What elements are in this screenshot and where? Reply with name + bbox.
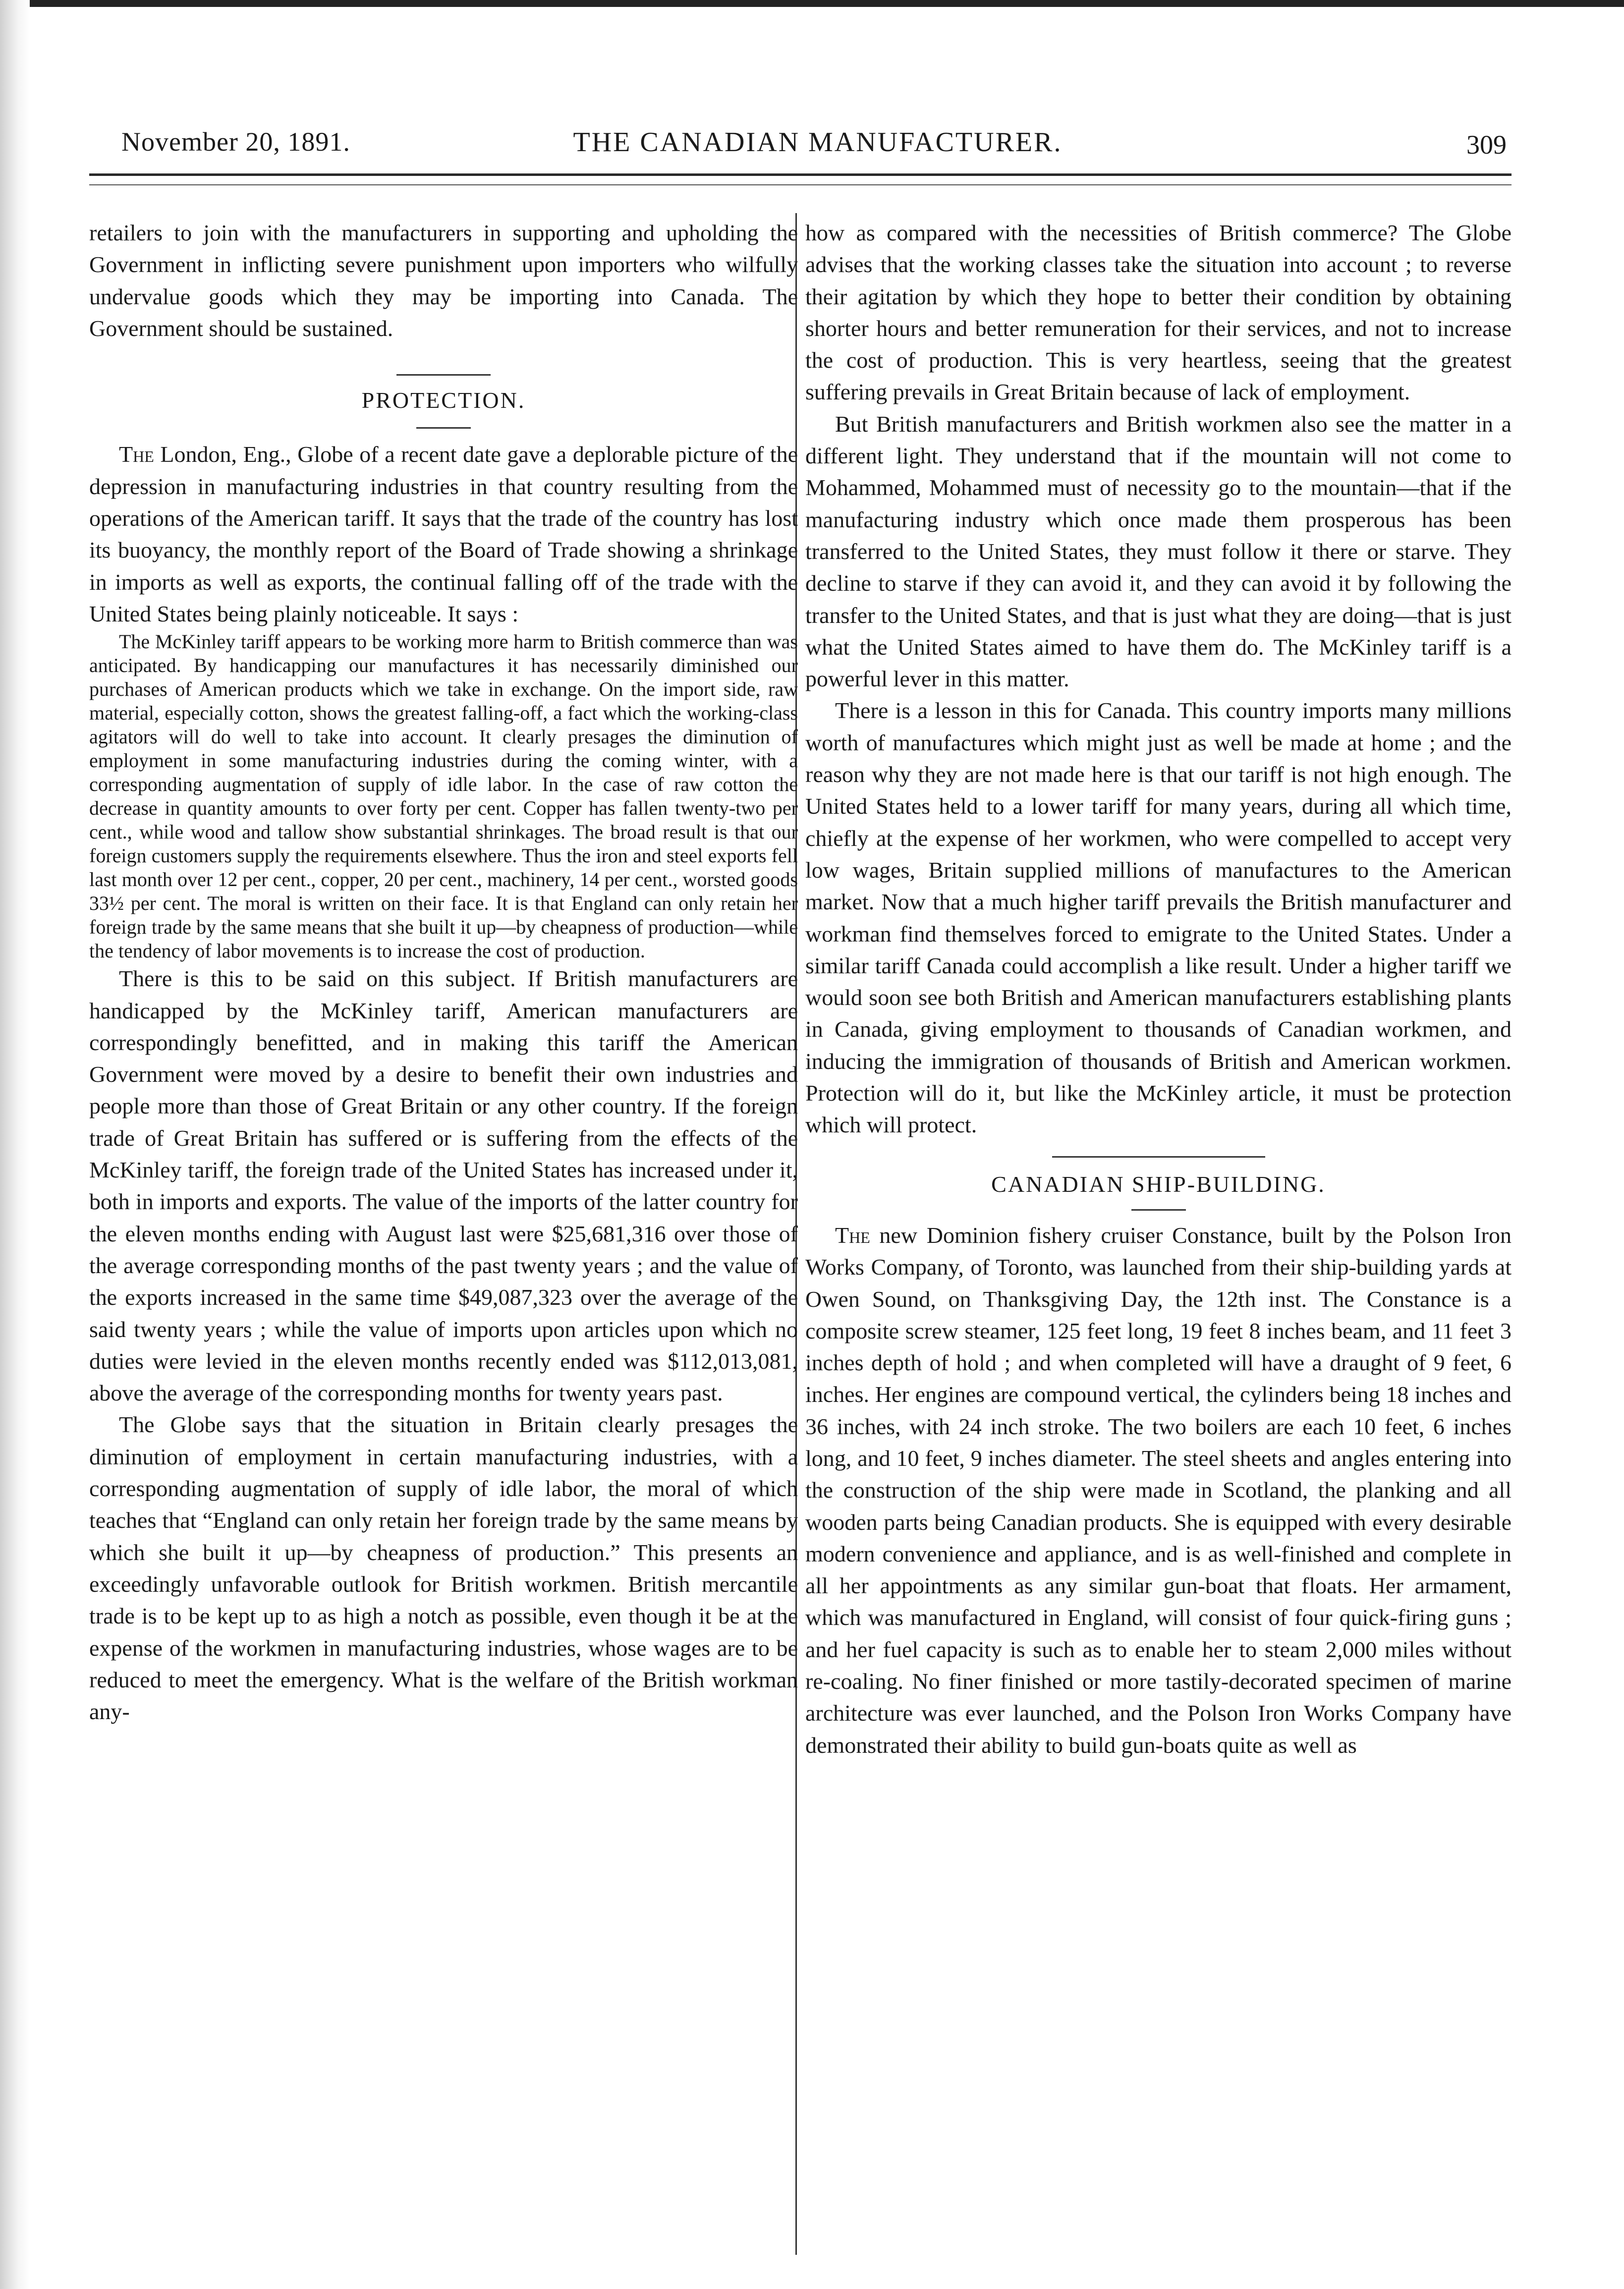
protection-paragraph-5: There is a lesson in this for Canada. This country imports many millions worth of manufactures which might just as well be made at home ; and the reason why they are not made here is that our tariff is not high enough. The United States held to a lower tariff for many years, during all which time, chiefly at the expense of her workmen, who were compelled to accept very low wages, Britain supplied millions of manufactures to the American market. Now that a much higher tariff prevails the British manufacturer and workman find themselves forced to emigrate to the United States. Under a similar tariff Canada could accomplish a like result. Under a higher tariff we would soon see both British and American manufacturers establishing plants in Canada, giving employment to thousands of Canadian workmen, and inducing the immigration of thousands of British and American workmen. Protection will do it, but like the McKinley article, it must be protection which will protect. [805, 698, 1512, 1138]
continued-paragraph: retailers to join with the manufacturers in supporting and upholding the Government in inflicting severe punishment upon importers who wilfully undervalue goods which they may be importing into Canada. The Government should be sustained. [89, 220, 798, 341]
page-number: 309 [1466, 130, 1507, 160]
section-heading-shipbuilding: CANADIAN SHIP-BUILDING. [991, 1171, 1326, 1197]
protection-continued: how as compared with the necessities of British commerce? The Globe advises that the working classes take the situation into account ; to reverse their agitation by which they hope to better their condition by obtaining shorter hours and better remuneration for their services, and not to increase the cost of production. This is very heartless, seeing that the greatest suffering prevails in Great Britain because of lack of employment. [805, 220, 1512, 405]
protection-paragraph-3: The Globe says that the situation in Britain clearly presages the diminution of employment in certain manufacturing industries, with a corresponding augmentation of supply of idle labor, the moral of which teaches that “England can only retain her foreign trade by the same means by which she built it up—by cheapness of production.” This presents an exceedingly unfavorable outlook for British workmen. British mercantile trade is to be kept up to as high a notch as possible, even though it be at the expense of the workmen in manufacturing industries, whose wages are to be reduced to meet the emergency. What is the welfare of the British workman any- [89, 1412, 798, 1725]
protection-paragraph-2: There is this to be said on this subject. If British manufacturers are handicapped by the McKinley tariff, American manufacturers are correspondingly benefitted, and in making this tariff the American Government were moved by a desire to benefit their own industries and people more than those of Great Britain or any other country. If the foreign trade of Great Britain has suffered or is suffering from the effects of the McKinley tariff, the foreign trade of the United States has increased under it, both in imports and exports. The value of the imports of the latter country for the eleven months ending with August last were $25,681,316 over those of the average corresponding months of the past twenty years ; and the value of the exports increased in the same time $49,087,323 over the average of the said twenty years ; while the value of imports upon articles upon which no duties were levied in the eleven months recently ended was $112,013,081, above the average of the corresponding months for twenty years past. [89, 966, 798, 1406]
lead-word: The [835, 1222, 870, 1248]
page-binding-shadow [0, 0, 30, 2289]
protection-paragraph-4: But British manufacturers and British workmen also see the matter in a different light. They understand that if the mountain will not come to Mohammed, Mohammed must of necessity go to the mountain—that if the manufacturing industry which once made them prosperous has been transferred to the United States, they must follow it there or starve. They decline to starve if they can avoid it, and they can avoid it by following the transfer to the United States, and that is just what they are doing—that is just what the United States aimed to have them do. The McKinley tariff is a powerful lever in this matter. [805, 411, 1512, 692]
lead-word: The [119, 442, 154, 467]
section-heading-protection: PROTECTION. [361, 388, 526, 413]
page-edge-shadow [0, 0, 1624, 7]
left-column [89, 217, 798, 1728]
protection-paragraph-1 [89, 439, 798, 630]
shipbuilding-paragraph-1 [805, 1220, 1512, 1761]
globe-quotation: The McKinley tariff appears to be working more harm to British commerce than was anticipated. By handicapping our manufactures it has necessarily diminished our purchases of American products which we take in exchange. On the import side, raw material, especially cotton, shows the greatest falling-off, a fact which the working-class agitators will do well to take into account. It clearly presages the diminution of employment in some manufacturing industries during the coming winter, with a corresponding augmentation of supply of idle labor. In the case of raw cotton the decrease in quantity amounts to over forty per cent. Copper has fallen twenty-two per cent., while wood and tallow show substantial shrinkages. The broad result is that our foreign customers supply the requirements elsewhere. Thus the iron and steel exports fell last month over 12 per cent., copper, 20 per cent., machinery, 14 per cent., worsted goods 33½ per cent. The moral is written on their face. It is that England can only retain her foreign trade by the same means that she built it up—by cheapness of production—while the tendency of labor movements is to increase the cost of production. [89, 630, 798, 962]
running-header [121, 126, 1514, 166]
right-column [805, 217, 1512, 1761]
issue-date: November 20, 1891. [121, 127, 350, 157]
header-rule-thin [89, 184, 1512, 185]
protection-paragraph-1-text: London, Eng., Globe of a recent date gave a deplorable picture of the depression in manufacturing industries in that country resulting from the operations of the American tariff. It says that the trade of the country has lost its buoyancy, the monthly report of the Board of Trade showing a shrinkage in imports as well as exports, the continual falling off of the trade with the United States being plainly noticeable. It says : [89, 442, 798, 626]
publication-title: THE CANADIAN MANUFACTURER. [573, 127, 1063, 158]
shipbuilding-paragraph-1-text: new Dominion fishery cruiser Constance, built by the Polson Iron Works Company, of Toronto, was launched from their ship-building yards at Owen Sound, on Thanksgiving Day, the 12th inst. The Constance is a composite screw steamer, 125 feet long, 19 feet 8 inches beam, and 11 feet 3 inches depth of hold ; and when completed will have a draught of 9 feet, 6 inches. Her engines are compound vertical, the cylinders being 18 inches and 36 inches, with 24 inch stroke. The two boilers are each 10 feet, 6 inches long, and 10 feet, 9 inches diameter. The steel sheets and angles entering into the construction of the ship were made in Scotland, the planking and all wooden parts being Canadian products. She is equipped with every desirable modern convenience and appliance, and is as well-finished and complete in all her appointments as any similar gun-boat that floats. Her armament, which was manufactured in England, will consist of four quick-firing guns ; and her fuel capacity is such as to enable her to steam 2,000 miles without re-coaling. No finer finished or more tastily-decorated specimen of marine architecture was ever launched, and the Polson Iron Works Company have demonstrated their ability to build gun-boats quite as well as [805, 1222, 1512, 1758]
header-rule [89, 173, 1512, 176]
